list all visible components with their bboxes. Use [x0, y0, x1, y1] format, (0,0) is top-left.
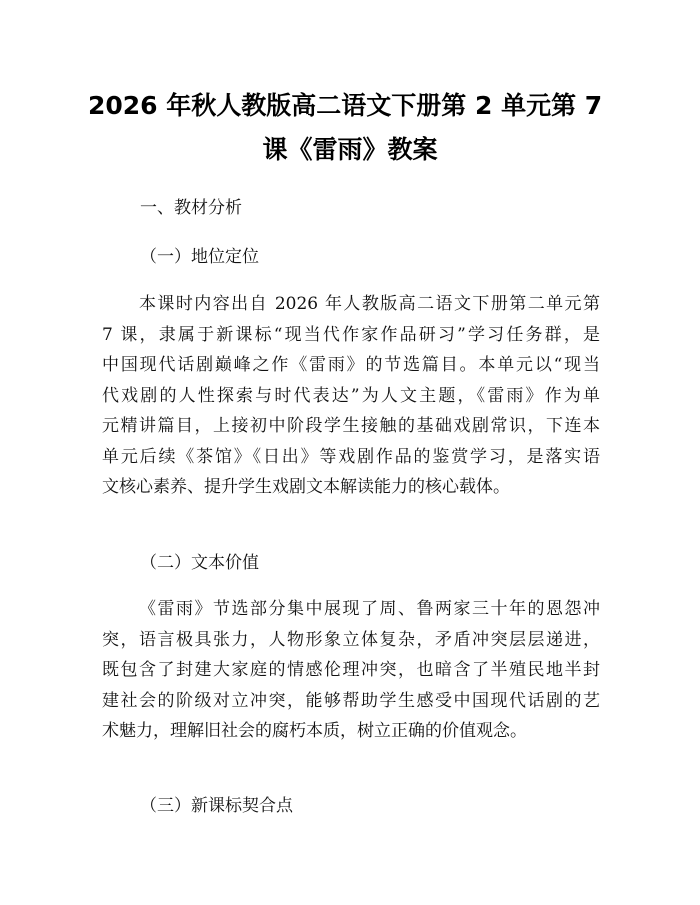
document-title-line-1: 2026 年秋人教版高二语文下册第 2 单元第 7 [88, 91, 603, 120]
paragraph-line: 本课时内容出自 2026 年人教版高二语文下册第二单元第 [139, 294, 600, 314]
subsection-heading-position: （一）地位定位 [140, 247, 259, 267]
paragraph-line: 建社会的阶级对立冲突，能够帮助学生感受中国现代话剧的艺 [102, 690, 600, 711]
paragraph-line: 文核心素养、提升学生戏剧文本解读能力的核心载体。 [102, 477, 510, 497]
paragraph-position [102, 289, 600, 503]
document-title-line-2: 课《雷雨》教案 [262, 135, 438, 164]
paragraph-line: 代戏剧的人性探索与时代表达”为人文主题，《雷雨》作为单 [102, 385, 600, 406]
paragraph-line: 中国现代话剧巅峰之作《雷雨》的节选篇目。本单元以“现当 [102, 355, 600, 375]
subsection-heading-text-value: （二）文本价值 [140, 553, 259, 573]
paragraph-line: 突，语言极具张力，人物形象立体复杂，矛盾冲突层层递进， [102, 629, 600, 650]
paragraph-line: 单元后续《茶馆》《日出》等戏剧作品的鉴赏学习，是落实语 [102, 446, 600, 467]
paragraph-line: 7 课，隶属于新课标“现当代作家作品研习”学习任务群，是 [102, 324, 600, 345]
paragraph-text-value [102, 594, 600, 747]
section-heading-textbook-analysis: 一、教材分析 [140, 198, 242, 218]
paragraph-line: 术魅力，理解旧社会的腐朽本质，树立正确的价值观念。 [102, 721, 527, 741]
paragraph-line: 既包含了封建大家庭的情感伦理冲突，也暗含了半殖民地半封 [102, 660, 600, 680]
paragraph-line: 《雷雨》节选部分集中展现了周、鲁两家三十年的恩怨冲 [139, 599, 600, 619]
paragraph-line: 元精讲篇目，上接初中阶段学生接触的基础戏剧常识，下连本 [102, 416, 600, 436]
subsection-heading-curriculum-fit: （三）新课标契合点 [140, 796, 293, 816]
